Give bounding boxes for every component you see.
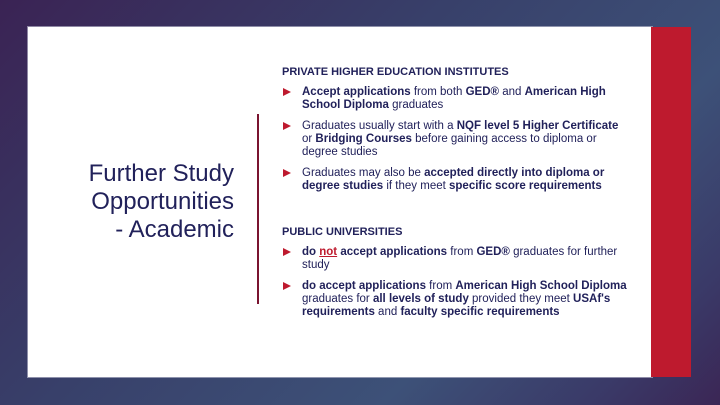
title-line: Further Study (88, 160, 234, 187)
triangle-bullet-icon (283, 169, 291, 177)
triangle-bullet-icon (283, 248, 291, 256)
bullet-text: graduates for (302, 293, 373, 305)
bullet-text: accepted directly into diploma or degree studies (302, 167, 605, 192)
vertical-divider (257, 114, 259, 304)
bullet-text: specific score requirements (449, 180, 602, 192)
section-heading-public: PUBLIC UNIVERSITIES (282, 226, 403, 238)
bullet-text: provided they meet (468, 293, 574, 305)
bullet-text: NQF level 5 Higher Certificate (456, 120, 619, 132)
title-line: - Academic (115, 216, 234, 243)
bullet-item (282, 167, 627, 193)
bullet-list-private (282, 86, 627, 193)
triangle-bullet-icon (283, 282, 291, 290)
bullet-text: all levels of study (372, 293, 469, 305)
title-line: Opportunities (91, 188, 234, 215)
bullet-text: from (425, 280, 456, 292)
bullet-text: Bridging Courses (315, 133, 412, 145)
triangle-bullet-icon (283, 88, 291, 96)
bullet-text: Accept applications (302, 86, 411, 98)
bullet-text: from both (410, 86, 466, 98)
accent-bar (651, 27, 691, 377)
bullet-text: and (499, 86, 525, 98)
bullet-text: American High School Diploma (302, 86, 606, 111)
bullet-text: not (319, 246, 338, 258)
bullet-text: American High School Diploma (455, 280, 627, 292)
triangle-bullet-icon (283, 122, 291, 130)
bullet-text: Graduates may also be (302, 167, 425, 179)
bullet-text: GED® (476, 246, 510, 258)
bullet-item (282, 120, 627, 159)
bullet-text: and (374, 306, 401, 318)
bullet-item (282, 280, 627, 319)
bullet-text: do (302, 246, 320, 258)
bullet-text: accept applications (337, 246, 448, 258)
bullet-text: if they meet (383, 180, 450, 192)
content-body (282, 66, 627, 327)
bullet-text: before gaining access to diploma or degree studies (302, 133, 597, 158)
bullet-text: from (447, 246, 477, 258)
section-heading-private: PRIVATE HIGHER EDUCATION INSTITUTES (282, 66, 509, 78)
bullet-text: faculty specific requirements (400, 306, 560, 318)
bullet-text: USAf's requirements (302, 293, 611, 318)
slide-title (89, 160, 234, 244)
bullet-text: or (302, 133, 316, 145)
bullet-text: graduates (388, 99, 444, 111)
bullet-item (282, 246, 627, 272)
bullet-list-public (282, 246, 627, 319)
bullet-text: GED® (465, 86, 500, 98)
bullet-text: do accept applications (302, 280, 426, 292)
bullet-text: Graduates usually start with a (302, 120, 457, 132)
bullet-item (282, 86, 627, 112)
bullet-text: graduates for further study (302, 246, 618, 271)
